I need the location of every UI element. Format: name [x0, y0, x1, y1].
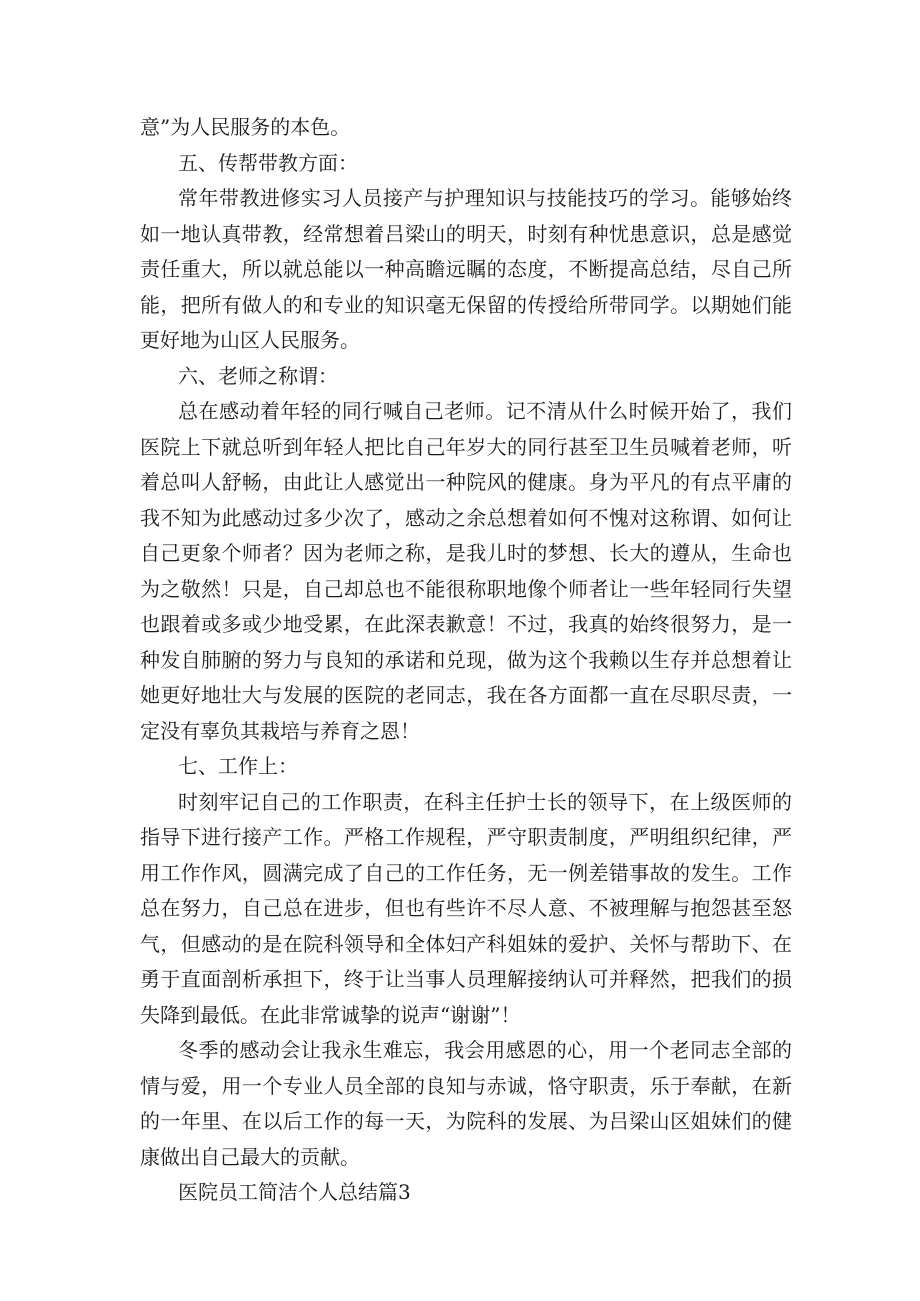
paragraph-gratitude: 冬季的感动会让我永生难忘，我会用感恩的心，用一个老同志全部的情与爱，用一个专业人员全部的良知与赤诚，恪守职责，乐于奉献，在新的一年里、在以后工作的每一天，为院科的发展、为吕梁山区姐妹们的健康做出自己最大的贡献。	[140, 1038, 792, 1169]
next-article-title: 医院员工简洁个人总结篇3	[178, 1180, 411, 1204]
paragraph-teacher-title: 总在感动着年轻的同行喊自己老师。记不清从什么时候开始了，我们医院上下就总听到年轻人把比自己年岁大的同行甚至卫生员喊着老师，听着总叫人舒畅，由此让人感觉出一种院风的健康。身为平凡的有点平庸的我不知为此感动过多少次了，感动之余总想着如何不愧对这称谓、如何让自己更象个师者？因为老师之称，是我儿时的梦想、长大的遵从，生命也为之敬然！只是，自己却总也不能很称职地像个师者让一些年轻同行失望也跟着或多或少地受累，在此深表歉意！不过，我真的始终很努力，是一种发自肺腑的努力与良知的承诺和兑现，做为这个我赖以生存并总想着让她更好地壮大与发展的医院的老同志，我在各方面都一直在尽职尽责，一定没有辜负其栽培与养育之恩！	[140, 399, 792, 743]
paragraph-mentoring: 常年带教进修实习人员接产与护理知识与技能技巧的学习。能够始终如一地认真带教，经常想着吕梁山的明天，时刻有种忧患意识，总是感觉责任重大，所以就总能以一种高瞻远瞩的态度，不断提高总结，尽自己所能，把所有做人的和专业的知识毫无保留的传授给所带同学。以期她们能更好地为山区人民服务。	[140, 186, 792, 352]
section-heading-mentoring: 五、传帮带教方面：	[178, 150, 358, 175]
section-heading-work: 七、工作上：	[178, 754, 298, 778]
paragraph-work: 时刻牢记自己的工作职责，在科主任护士长的领导下，在上级医师的指导下进行接产工作。严格工作规程，严守职责制度，严明组织纪律，严用工作作风，圆满完成了自己的工作任务，无一例差错事故的发生。工作总在努力，自己总在进步，但也有些许不尽人意、不被理解与抱怨甚至怒气，但感动的是在院科领导和全体妇产科姐妹的爱护、关怀与帮助下、在勇于直面剖析承担下，终于让当事人员理解接纳认可并释然，把我们的损失降到最低。在此非常诚挚的说声“谢谢”！	[140, 789, 792, 1027]
document-body	[140, 110, 792, 1211]
section-heading-teacher-title: 六、老师之称谓：	[178, 363, 338, 388]
paragraph-closing-fragment: 意”为人民服务的本色。	[140, 115, 351, 139]
